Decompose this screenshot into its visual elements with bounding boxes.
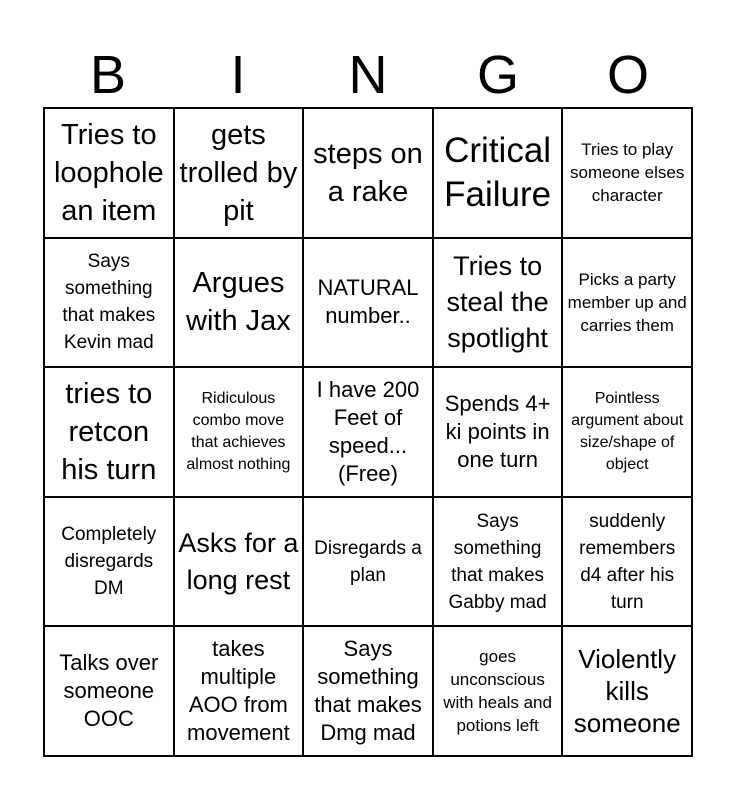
bingo-grid [43, 107, 693, 757]
cell-text: suddenly remembers d4 after his turn [579, 510, 676, 613]
cell-text: Pointless argument about size/shape of object [571, 389, 684, 473]
bingo-header [43, 44, 693, 106]
bingo-cell[interactable] [434, 498, 564, 628]
bingo-cell[interactable] [175, 627, 305, 757]
bingo-cell[interactable] [563, 627, 693, 757]
bingo-cell[interactable] [175, 368, 305, 498]
bingo-cell[interactable] [304, 109, 434, 239]
cell-text: Says something that makes Gabby mad [448, 510, 547, 613]
cell-text: tries to retcon his turn [61, 377, 157, 486]
bingo-cell[interactable] [434, 109, 564, 239]
header-letter-o: O [606, 45, 649, 105]
cell-text: Picks a party member up and carries them [567, 269, 687, 335]
bingo-cell[interactable] [434, 239, 564, 369]
bingo-cell[interactable] [563, 109, 693, 239]
cell-text: Spends 4+ ki points in one turn [444, 390, 551, 472]
bingo-cell[interactable] [45, 498, 175, 628]
bingo-cell[interactable] [45, 239, 175, 369]
cell-text: Critical Failure [444, 130, 552, 214]
header-letter-i: I [230, 45, 246, 105]
cell-text: Tries to steal the spotlight [446, 251, 549, 354]
cell-text: Says something that makes Dmg mad [314, 636, 422, 746]
cell-text: Disregards a plan [314, 537, 422, 586]
bingo-cell[interactable] [304, 368, 434, 498]
bingo-cell[interactable] [45, 109, 175, 239]
cell-text: Ridiculous combo move that achieves almost nothing [186, 389, 291, 473]
header-letter-b: B [89, 45, 127, 105]
header-letter-g: G [476, 45, 519, 105]
header-letter-n: N [348, 45, 388, 105]
bingo-cell[interactable] [304, 498, 434, 628]
bingo-cell[interactable] [304, 239, 434, 369]
cell-text: goes unconscious with heals and potions left [443, 647, 552, 736]
bingo-cell[interactable] [563, 239, 693, 369]
bingo-cell[interactable] [563, 498, 693, 628]
bingo-cell[interactable] [45, 368, 175, 498]
cell-text: Completely disregards DM [61, 524, 157, 600]
cell-text: Asks for a long rest [178, 527, 299, 595]
cell-text: Says something that makes Kevin mad [62, 251, 156, 354]
bingo-cell[interactable] [175, 498, 305, 628]
cell-text: Tries to loophole an item [53, 118, 164, 227]
cell-text: I have 200 Feet of speed... (Free) [316, 376, 420, 486]
cell-text: gets trolled by pit [179, 118, 298, 227]
bingo-cell[interactable] [434, 368, 564, 498]
cell-text: Argues with Jax [186, 267, 291, 338]
cell-text: takes multiple AOO from movement [187, 636, 290, 746]
cell-text: steps on a rake [313, 137, 423, 208]
bingo-cell[interactable] [175, 109, 305, 239]
bingo-cell[interactable] [304, 627, 434, 757]
cell-text: NATURAL number.. [317, 275, 419, 329]
bingo-cell[interactable] [45, 627, 175, 757]
bingo-cell[interactable] [175, 239, 305, 369]
bingo-cell[interactable] [563, 368, 693, 498]
bingo-cell[interactable] [434, 627, 564, 757]
cell-text: Tries to play someone elses character [570, 140, 685, 206]
cell-text: Talks over someone OOC [59, 650, 159, 732]
cell-text: Violently kills someone [573, 644, 681, 739]
